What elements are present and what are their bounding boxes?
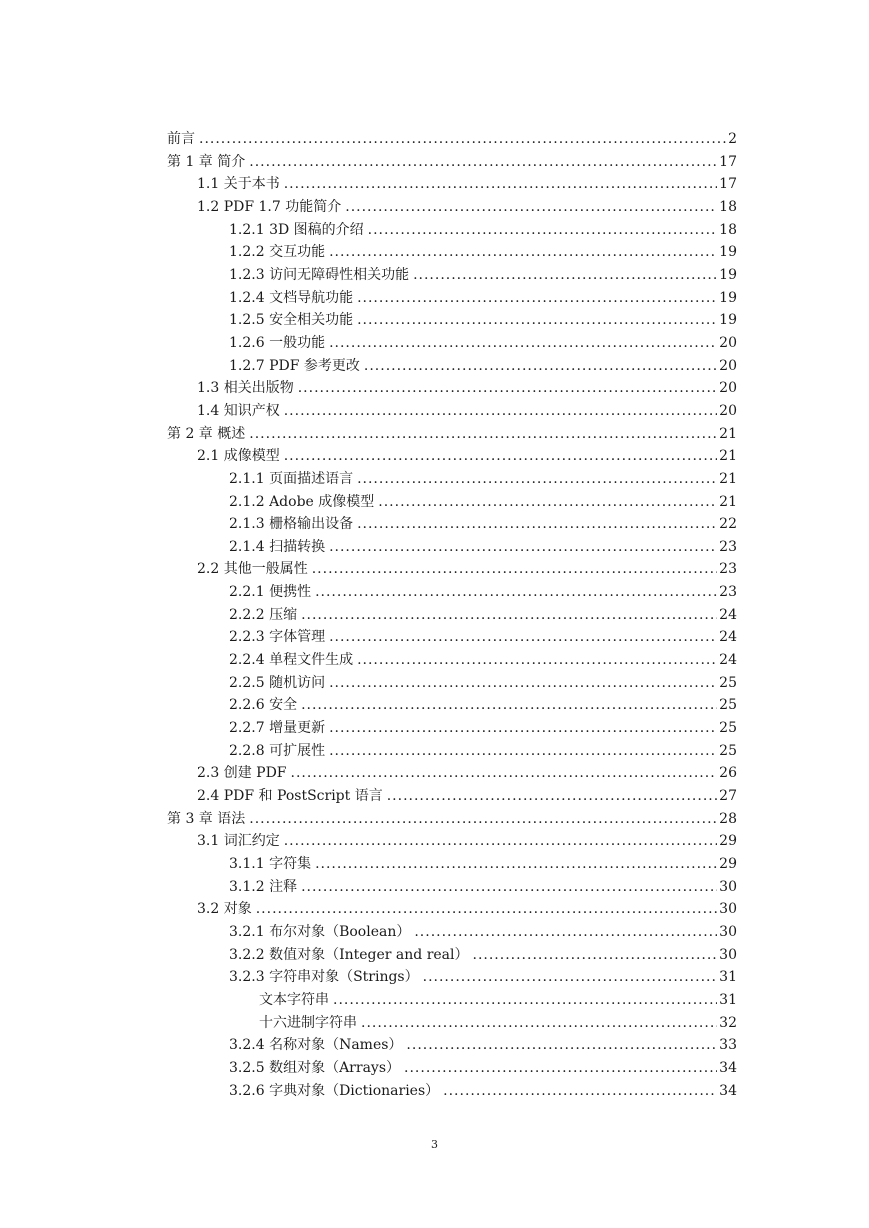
toc-entry-title: 3.2.6 字典对象（Dictionaries） — [229, 1082, 440, 1099]
toc-entry[interactable] — [167, 219, 737, 242]
toc-entry-title: 3.2.5 数组对象（Arrays） — [229, 1059, 401, 1076]
toc-entry[interactable] — [167, 876, 737, 899]
toc-entry-page: 18 — [719, 198, 737, 215]
toc-entry-page: 20 — [719, 334, 737, 351]
toc-dot-leader — [329, 536, 717, 559]
toc-entry-title: 3.2.4 名称对象（Names） — [229, 1037, 403, 1054]
toc-dot-leader — [284, 400, 717, 423]
toc-entry[interactable] — [167, 740, 737, 763]
toc-entry-page: 31 — [719, 969, 737, 986]
toc-entry-page: 25 — [719, 697, 737, 714]
toc-dot-leader — [284, 445, 717, 468]
toc-entry[interactable] — [167, 173, 737, 196]
toc-entry-page: 20 — [719, 357, 737, 374]
toc-entry-title: 3.1 词汇约定 — [197, 833, 280, 850]
toc-entry-title: 3.2 对象 — [197, 901, 252, 918]
toc-entry-page: 32 — [719, 1014, 737, 1031]
toc-dot-leader — [329, 626, 717, 649]
toc-entry-title: 十六进制字符串 — [259, 1014, 357, 1031]
toc-dot-leader — [315, 581, 717, 604]
toc-entry-page: 30 — [719, 901, 737, 918]
toc-dot-leader — [423, 966, 718, 989]
toc-entry[interactable] — [167, 355, 737, 378]
toc-entry-page: 17 — [719, 153, 737, 170]
toc-entry-title: 2.4 PDF 和 PostScript 语言 — [197, 788, 383, 805]
toc-entry-page: 34 — [719, 1082, 737, 1099]
toc-entry-page: 25 — [719, 674, 737, 691]
toc-dot-leader — [413, 264, 717, 287]
toc-entry[interactable] — [167, 762, 737, 785]
toc-dot-leader — [315, 853, 717, 876]
toc-dot-leader — [387, 785, 717, 808]
toc-entry-title: 2.2.6 安全 — [229, 697, 298, 714]
toc-entry-page: 30 — [719, 923, 737, 940]
toc-entry-page: 30 — [719, 946, 737, 963]
toc-entry-page: 21 — [719, 493, 737, 510]
toc-dot-leader — [361, 1012, 717, 1035]
toc-entry[interactable] — [167, 830, 737, 853]
toc-dot-leader — [329, 740, 717, 763]
toc-dot-leader — [312, 558, 717, 581]
toc-entry-title: 2.1.1 页面描述语言 — [229, 470, 354, 487]
toc-entry[interactable] — [167, 558, 737, 581]
toc-entry-page: 22 — [719, 516, 737, 533]
toc-entry-page: 18 — [719, 221, 737, 238]
toc-entry-page: 23 — [719, 538, 737, 555]
toc-entry-title: 1.4 知识产权 — [197, 402, 280, 419]
toc-entry-page: 20 — [719, 380, 737, 397]
toc-entry-page: 21 — [719, 470, 737, 487]
toc-entry-title: 2.1.4 扫描转换 — [229, 538, 326, 555]
toc-dot-leader — [249, 808, 717, 831]
toc-entry-title: 2.1 成像模型 — [197, 448, 280, 465]
toc-dot-leader — [298, 377, 717, 400]
toc-entry-page: 19 — [719, 312, 737, 329]
toc-entry-title: 2.2.3 字体管理 — [229, 629, 326, 646]
toc-dot-leader — [249, 151, 717, 174]
toc-entry[interactable] — [167, 989, 737, 1012]
page-number: 3 — [431, 1138, 438, 1151]
toc-entry-title: 2.2 其他一般属性 — [197, 561, 308, 578]
toc-dot-leader — [333, 989, 717, 1012]
toc-entry-page: 24 — [719, 629, 737, 646]
toc-dot-leader — [329, 672, 717, 695]
toc-entry[interactable] — [167, 491, 737, 514]
toc-entry[interactable] — [167, 264, 737, 287]
toc-entry-page: 27 — [719, 788, 737, 805]
toc-entry[interactable] — [167, 241, 737, 264]
toc-dot-leader — [329, 717, 717, 740]
toc-entry[interactable] — [167, 921, 737, 944]
toc-entry-title: 第 3 章 语法 — [167, 810, 246, 827]
toc-dot-leader — [406, 1034, 717, 1057]
toc-entry-title: 3.2.1 布尔对象（Boolean） — [229, 923, 411, 940]
toc-entry-title: 2.2.7 增量更新 — [229, 720, 326, 737]
toc-entry-title: 2.2.5 随机访问 — [229, 674, 326, 691]
toc-dot-leader — [357, 513, 717, 536]
toc-entry[interactable] — [167, 898, 737, 921]
toc-entry-page: 24 — [719, 652, 737, 669]
toc-entry[interactable] — [167, 1080, 737, 1103]
toc-entry[interactable] — [167, 944, 737, 967]
toc-entry-page: 19 — [719, 244, 737, 261]
toc-entry[interactable] — [167, 400, 737, 423]
toc-entry[interactable] — [167, 604, 737, 627]
toc-dot-leader — [284, 173, 717, 196]
toc-entry-title: 3.1.2 注释 — [229, 878, 298, 895]
toc-dot-leader — [329, 241, 717, 264]
toc-dot-leader — [199, 128, 726, 151]
toc-entry-page: 34 — [719, 1059, 737, 1076]
toc-entry[interactable] — [167, 853, 737, 876]
toc-entry-title: 1.2.7 PDF 参考更改 — [229, 357, 360, 374]
toc-entry-title: 1.2.3 访问无障碍性相关功能 — [229, 266, 410, 283]
toc-entry-title: 2.1.2 Adobe 成像模型 — [229, 493, 375, 510]
toc-entry-page: 29 — [719, 856, 737, 872]
toc-entry-page: 30 — [719, 878, 737, 895]
toc-entry-title: 第 2 章 概述 — [167, 425, 246, 442]
toc-entry-page: 23 — [719, 584, 737, 601]
toc-entry[interactable] — [167, 785, 737, 808]
toc-dot-leader — [357, 309, 717, 332]
toc-entry-page: 19 — [719, 289, 737, 306]
toc-entry-title: 1.2.5 安全相关功能 — [229, 312, 354, 329]
toc-dot-leader — [249, 423, 717, 446]
toc-entry[interactable] — [167, 672, 737, 695]
toc-entry-page: 24 — [719, 606, 737, 623]
toc-entry-page: 29 — [719, 833, 737, 850]
toc-entry-page: 33 — [719, 1037, 737, 1054]
toc-entry[interactable] — [167, 513, 737, 536]
toc-entry[interactable] — [167, 536, 737, 559]
toc-entry[interactable] — [167, 468, 737, 491]
toc-entry[interactable] — [167, 581, 737, 604]
toc-entry-title: 2.2.2 压缩 — [229, 606, 298, 623]
toc-entry[interactable] — [167, 649, 737, 672]
toc-dot-leader — [345, 196, 717, 219]
toc-entry[interactable] — [167, 808, 737, 831]
toc-entry[interactable] — [167, 423, 737, 446]
toc-entry[interactable] — [167, 1034, 737, 1057]
toc-entry[interactable] — [167, 377, 737, 400]
toc-entry-title: 2.2.1 便携性 — [229, 584, 312, 601]
toc-entry-title: 2.3 创建 PDF — [197, 765, 287, 782]
toc-entry[interactable] — [167, 332, 737, 355]
toc-dot-leader — [364, 355, 717, 378]
toc-entry-title: 1.2.6 一般功能 — [229, 334, 326, 351]
toc-entry[interactable] — [167, 626, 737, 649]
toc-entry[interactable] — [167, 694, 737, 717]
toc-dot-leader — [291, 762, 718, 785]
toc-entry[interactable] — [167, 717, 737, 740]
toc-dot-leader — [368, 219, 718, 242]
toc-entry-page: 2 — [728, 131, 737, 147]
toc-entry-title: 1.1 关于本书 — [197, 176, 280, 193]
toc-dot-leader — [473, 944, 718, 967]
toc-entry-page: 17 — [719, 176, 737, 193]
toc-entry[interactable] — [167, 309, 737, 332]
toc-entry[interactable] — [167, 151, 737, 174]
toc-entry-title: 3.2.2 数值对象（Integer and real） — [229, 946, 469, 963]
toc-entry[interactable] — [167, 287, 737, 310]
toc-entry-title: 1.2 PDF 1.7 功能简介 — [197, 198, 342, 215]
toc-entry-title: 第 1 章 简介 — [167, 153, 246, 170]
toc-entry-page: 26 — [719, 765, 737, 782]
toc-entry-page: 21 — [719, 448, 737, 465]
toc-entry-title: 2.2.4 单程文件生成 — [229, 652, 354, 669]
toc-dot-leader — [443, 1080, 717, 1103]
toc-entry-page: 28 — [719, 810, 737, 827]
toc-entry-title: 文本字符串 — [259, 991, 329, 1008]
toc-entry-page: 25 — [719, 720, 737, 737]
toc-dot-leader — [301, 604, 717, 627]
toc-dot-leader — [357, 468, 717, 491]
toc-entry[interactable] — [167, 1012, 737, 1035]
toc-entry-title: 3.1.1 字符集 — [229, 856, 312, 872]
toc-entry-page: 20 — [719, 402, 737, 419]
toc-dot-leader — [301, 694, 717, 717]
toc-dot-leader — [357, 287, 717, 310]
toc-dot-leader — [378, 491, 717, 514]
toc-dot-leader — [329, 332, 717, 355]
toc-entry-page: 21 — [719, 425, 737, 442]
toc-entry-page: 25 — [719, 742, 737, 759]
toc-entry-title: 前言 — [167, 131, 195, 147]
toc-entry[interactable] — [167, 445, 737, 468]
toc-dot-leader — [256, 898, 717, 921]
toc-entry-page: 23 — [719, 561, 737, 578]
toc-entry[interactable] — [167, 1057, 737, 1080]
toc-dot-leader — [284, 830, 717, 853]
toc-dot-leader — [357, 649, 717, 672]
toc-entry[interactable] — [167, 196, 737, 219]
toc-entry-title: 3.2.3 字符串对象（Strings） — [229, 969, 419, 986]
toc-entry-title: 1.2.1 3D 图稿的介绍 — [229, 221, 364, 238]
toc-entry[interactable] — [167, 128, 737, 151]
toc-entry-title: 1.3 相关出版物 — [197, 380, 294, 397]
toc-entry-title: 1.2.2 交互功能 — [229, 244, 326, 261]
toc-entry-title: 2.2.8 可扩展性 — [229, 742, 326, 759]
toc-dot-leader — [414, 921, 717, 944]
table-of-contents — [167, 128, 737, 1102]
toc-entry-page: 31 — [719, 991, 737, 1008]
toc-entry-title: 1.2.4 文档导航功能 — [229, 289, 354, 306]
toc-dot-leader — [301, 876, 717, 899]
toc-dot-leader — [404, 1057, 717, 1080]
toc-entry-page: 19 — [719, 266, 737, 283]
toc-entry[interactable] — [167, 966, 737, 989]
toc-entry-title: 2.1.3 栅格输出设备 — [229, 516, 354, 533]
